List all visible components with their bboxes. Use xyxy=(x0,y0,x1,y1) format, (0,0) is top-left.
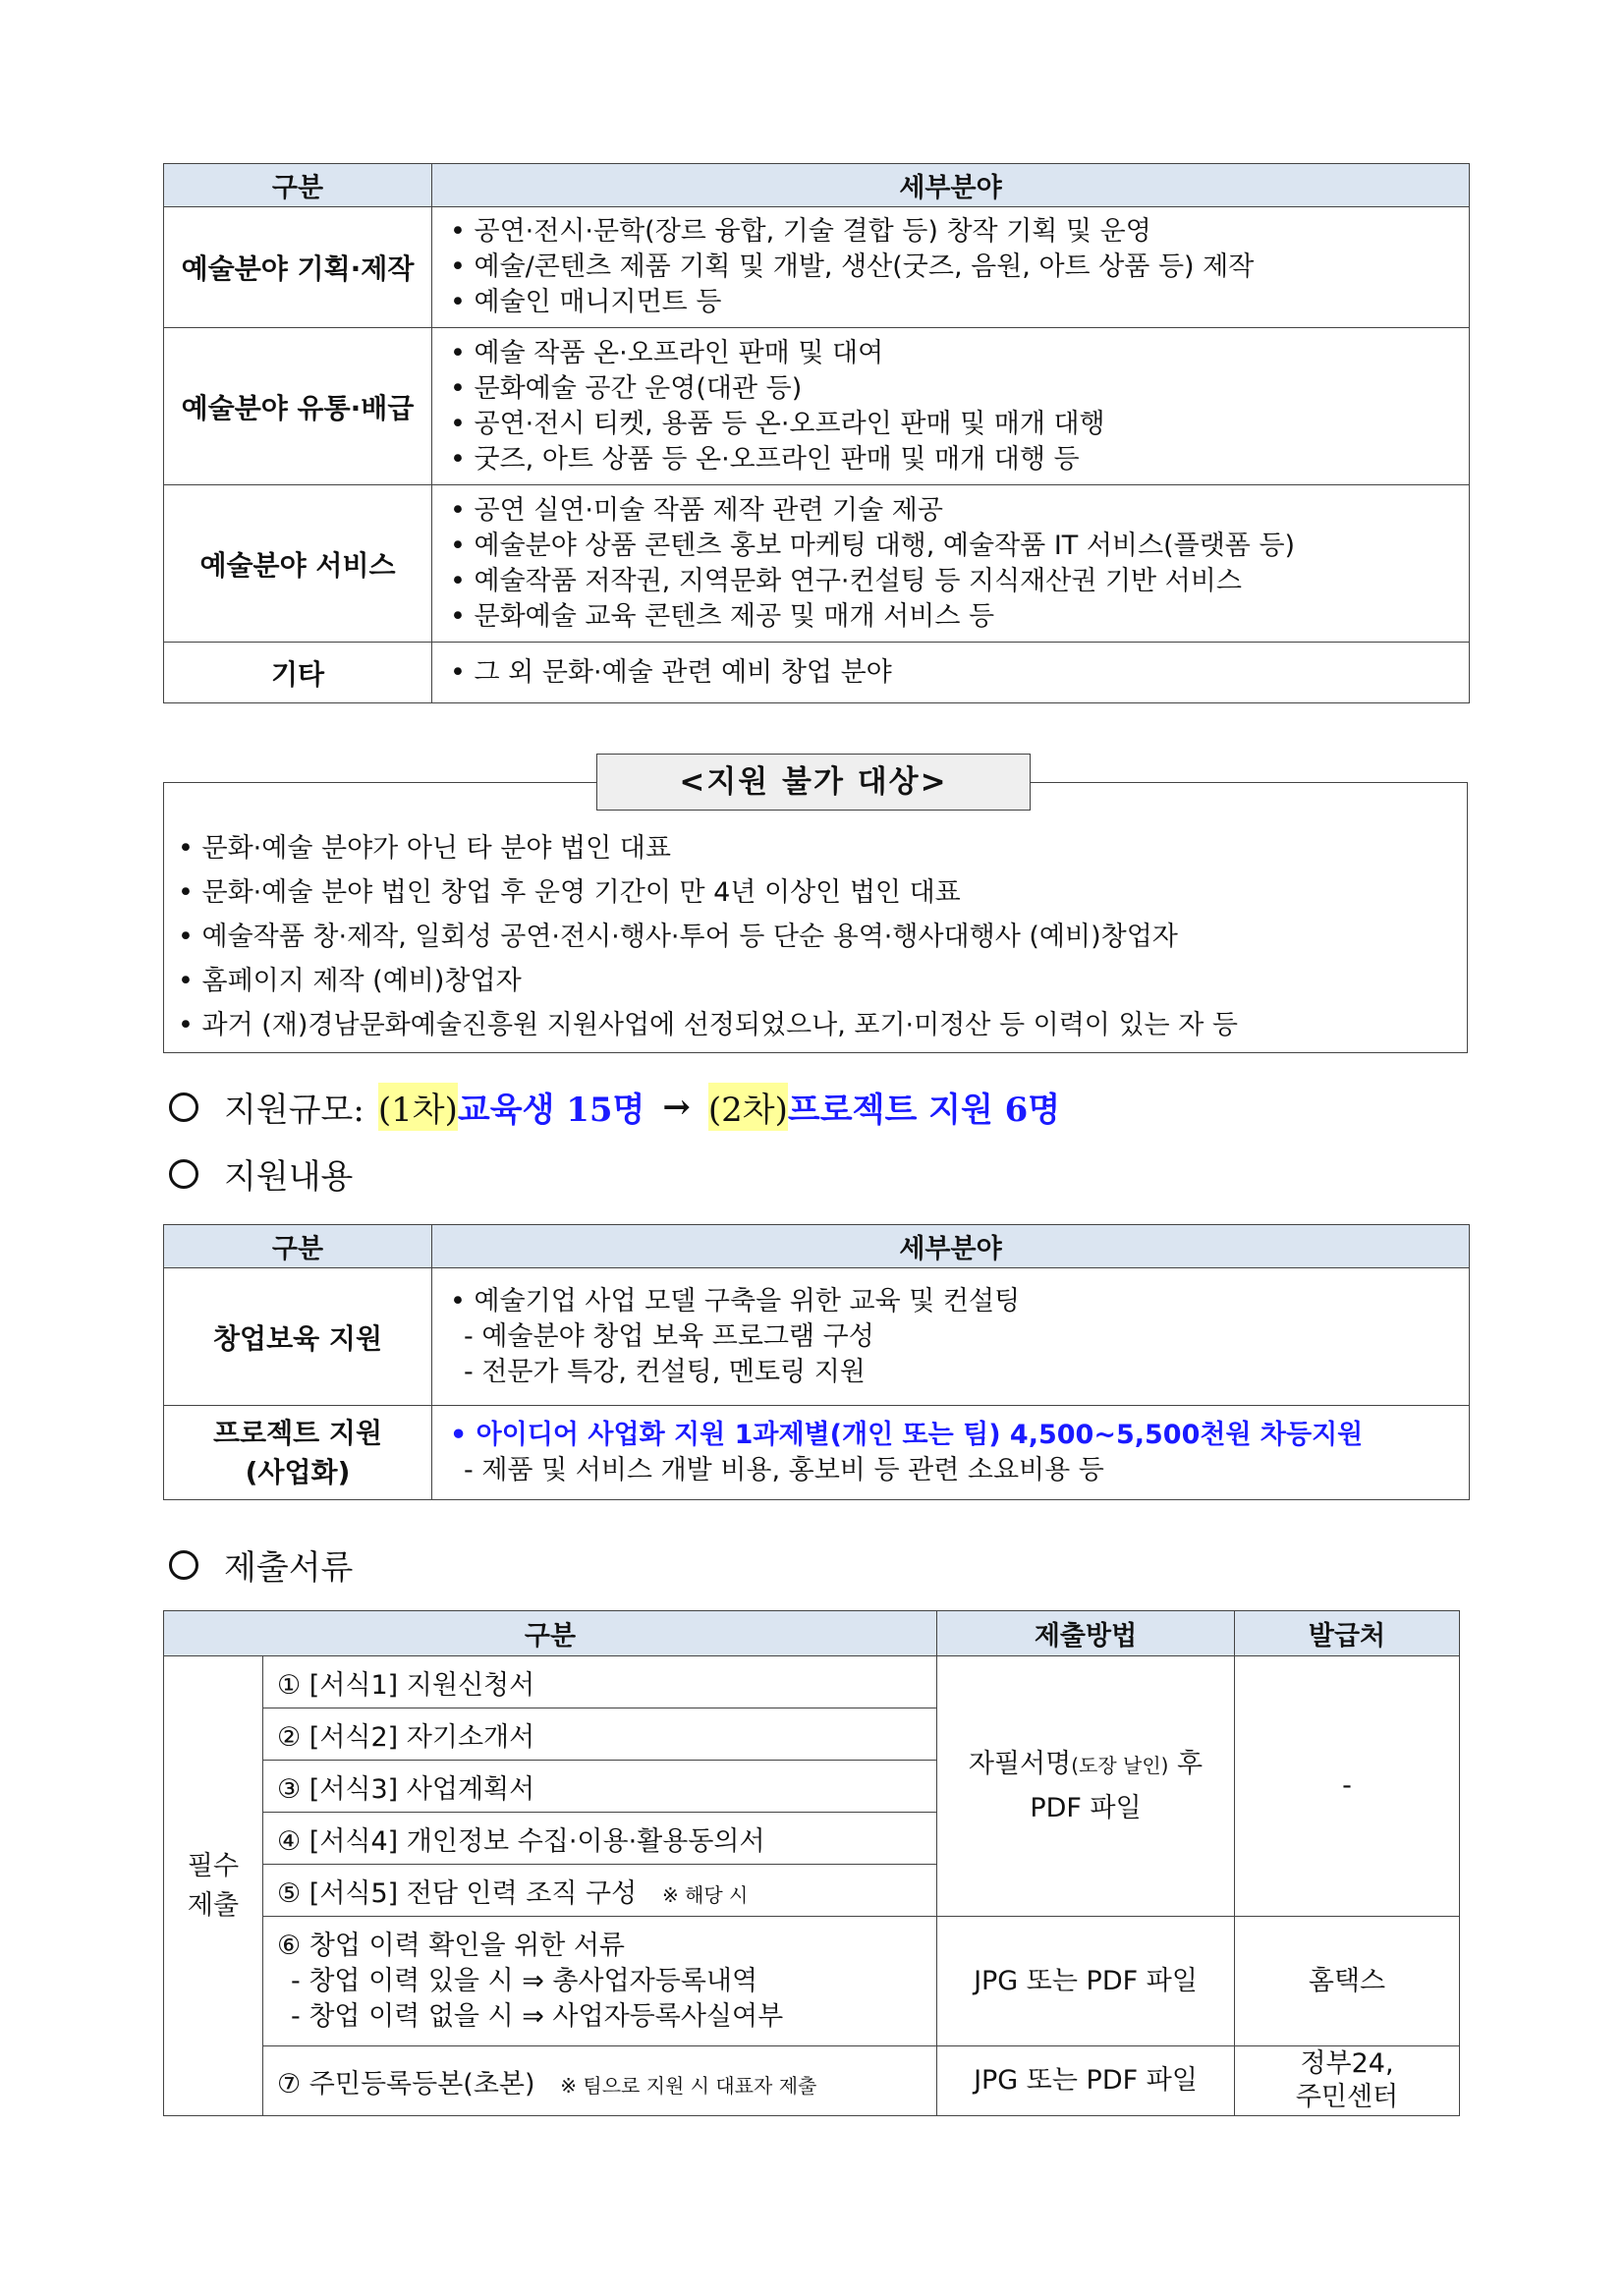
list-item: • 예술분야 상품 콘텐츠 홍보 마케팅 대행, 예술작품 IT 서비스(플랫폼 등) xyxy=(450,529,1451,564)
sub-item: - 제품 및 서비스 개발 비용, 홍보비 등 관련 소요비용 등 xyxy=(450,1453,1451,1488)
doc-item xyxy=(263,1865,937,1917)
required-label-line: 제출 xyxy=(187,1889,240,1921)
content-heading: 지원내용 xyxy=(224,1157,354,1197)
row-category xyxy=(164,1406,432,1500)
list-item: • 예술/콘텐츠 제품 기획 및 개발, 생산(굿즈, 음원, 아트 상품 등) 제작 xyxy=(450,250,1451,285)
support-table-header xyxy=(164,1225,1470,1268)
header-detail: 세부분야 xyxy=(432,1225,1470,1268)
table-row xyxy=(164,1268,1470,1406)
table-row xyxy=(164,1406,1470,1500)
method-cell: JPG 또는 PDF 파일 xyxy=(937,2046,1235,2116)
issuer-line: 정부24, xyxy=(1300,2048,1394,2079)
table-row xyxy=(164,207,1470,328)
row-items xyxy=(432,643,1470,703)
list-item: • 예술기업 사업 모델 구축을 위한 교육 및 컨설팅 xyxy=(450,1284,1451,1319)
header-detail: 세부분야 xyxy=(432,164,1470,207)
row-items xyxy=(432,328,1470,485)
documents-table xyxy=(163,1610,1460,2116)
header-method: 제출방법 xyxy=(937,1611,1235,1656)
field-table xyxy=(163,163,1470,703)
circle-bullet-icon xyxy=(169,1092,198,1122)
method-small: (도장 날인) xyxy=(1071,1753,1169,1777)
circle-bullet-icon xyxy=(169,1159,198,1189)
category-line: (사업화) xyxy=(245,1455,351,1488)
doc-note: ※ 해당 시 xyxy=(661,1882,749,1907)
issuer-cell: 홈택스 xyxy=(1235,1917,1460,2046)
list-item: • 문화예술 공간 운영(대관 등) xyxy=(450,371,1451,407)
list-item: • 예술작품 저작권, 지역문화 연구·컨설팅 등 지식재산권 기반 서비스 xyxy=(450,564,1451,599)
row-category: 예술분야 서비스 xyxy=(164,485,432,643)
doc-sub-item: - 창업 이력 없을 시 ⇒ 사업자등록사실여부 xyxy=(291,2000,784,2032)
table-row xyxy=(164,643,1470,703)
doc-item: ② [서식2] 자기소개서 xyxy=(263,1708,937,1761)
required-label-line: 필수 xyxy=(187,1850,240,1881)
doc-item-title: ⑥ 창업 이력 확인을 위한 서류 xyxy=(277,1930,626,1961)
list-item: • 아이디어 사업화 지원 1과제별(개인 또는 팀) 4,500~5,500천원 차등지원 xyxy=(450,1418,1451,1453)
row-category: 예술분야 기획·제작 xyxy=(164,207,432,328)
method-cell xyxy=(937,1656,1235,1917)
list-item: • 문화·예술 분야가 아닌 타 분야 법인 대표 xyxy=(178,826,1467,870)
row-items xyxy=(432,485,1470,643)
list-item: • 공연 실연·미술 작품 제작 관련 기술 제공 xyxy=(450,493,1451,529)
stage2-badge: (2차) xyxy=(708,1083,788,1131)
section-scale xyxy=(169,1083,1060,1131)
doc-item: ④ [서식4] 개인정보 수집·이용·활용동의서 xyxy=(263,1813,937,1865)
header-category: 구분 xyxy=(164,1225,432,1268)
row-category: 창업보육 지원 xyxy=(164,1268,432,1406)
ineligible-box xyxy=(163,782,1468,1053)
table-row xyxy=(164,485,1470,643)
list-item: • 문화예술 교육 콘텐츠 제공 및 매개 서비스 등 xyxy=(450,599,1451,635)
category-line: 프로젝트 지원 xyxy=(212,1416,383,1449)
row-items xyxy=(432,1406,1470,1500)
header-category: 구분 xyxy=(164,164,432,207)
list-item: • 공연·전시 티켓, 용품 등 온·오프라인 판매 및 매개 대행 xyxy=(450,407,1451,442)
list-item: • 예술인 매니지먼트 등 xyxy=(450,285,1451,320)
sub-item: - 전문가 특강, 컨설팅, 멘토링 지원 xyxy=(450,1355,1451,1390)
field-table-header xyxy=(164,164,1470,207)
stage1-text: 교육생 15명 xyxy=(457,1091,645,1130)
list-item: • 그 외 문화·예술 관련 예비 창업 분야 xyxy=(450,655,1451,691)
table-row xyxy=(164,2046,1460,2116)
stage1-badge: (1차) xyxy=(378,1083,458,1131)
doc-item: ③ [서식3] 사업계획서 xyxy=(263,1761,937,1813)
issuer-cell: - xyxy=(1235,1656,1460,1917)
doc-item-text: ⑦ 주민등록등본(초본) xyxy=(277,2068,535,2100)
ineligible-title: <지원 불가 대상> xyxy=(596,754,1031,811)
sub-item: - 예술분야 창업 보육 프로그램 구성 xyxy=(450,1319,1451,1355)
doc-item xyxy=(263,1917,937,2046)
list-item: • 공연·전시·문학(장르 융합, 기술 결합 등) 창작 기획 및 운영 xyxy=(450,214,1451,250)
required-label xyxy=(164,1656,263,2116)
ineligible-list xyxy=(164,783,1467,1047)
row-category: 기타 xyxy=(164,643,432,703)
list-item: • 홈페이지 제작 (예비)창업자 xyxy=(178,959,1467,1003)
header-category: 구분 xyxy=(164,1611,937,1656)
doc-item-text: ⑤ [서식5] 전담 인력 조직 구성 xyxy=(277,1877,638,1909)
row-category: 예술분야 유통·배급 xyxy=(164,328,432,485)
doc-note: ※ 팀으로 지원 시 대표자 제출 xyxy=(560,2073,817,2098)
documents-table-header xyxy=(164,1611,1460,1656)
list-item: • 굿즈, 아트 상품 등 온·오프라인 판매 및 매개 대행 등 xyxy=(450,442,1451,477)
doc-item xyxy=(263,2046,937,2116)
section-content xyxy=(169,1149,353,1198)
circle-bullet-icon xyxy=(169,1550,198,1580)
method-cell: JPG 또는 PDF 파일 xyxy=(937,1917,1235,2046)
method-main: 자필서명 xyxy=(968,1748,1072,1779)
docs-heading: 제출서류 xyxy=(224,1548,354,1588)
table-row xyxy=(164,1656,1460,1708)
header-issuer: 발급처 xyxy=(1235,1611,1460,1656)
method-line xyxy=(938,1743,1233,1787)
list-item: • 예술작품 창·제작, 일회성 공연·전시·행사·투어 등 단순 용역·행사대행사 (예비)창업자 xyxy=(178,915,1467,959)
issuer-line: 주민센터 xyxy=(1295,2082,1399,2112)
table-row xyxy=(164,328,1470,485)
issuer-cell xyxy=(1235,2046,1460,2116)
section-docs xyxy=(169,1540,353,1589)
list-item: • 과거 (재)경남문화예술진흥원 지원사업에 선정되었으나, 포기·미정산 등 이력이 있는 자 등 xyxy=(178,1003,1467,1047)
doc-sub-item: - 창업 이력 있을 시 ⇒ 총사업자등록내역 xyxy=(291,1965,758,1996)
doc-item: ① [서식1] 지원신청서 xyxy=(263,1656,937,1708)
row-items xyxy=(432,1268,1470,1406)
list-item: • 문화·예술 분야 법인 창업 후 운영 기간이 만 4년 이상인 법인 대표 xyxy=(178,870,1467,915)
scale-label: 지원규모: xyxy=(224,1091,364,1130)
list-item: • 예술 작품 온·오프라인 판매 및 대여 xyxy=(450,336,1451,371)
method-line: PDF 파일 xyxy=(1030,1792,1142,1823)
support-table xyxy=(163,1224,1470,1500)
stage2-text: 프로젝트 지원 6명 xyxy=(787,1091,1061,1130)
method-after: 후 xyxy=(1168,1748,1204,1779)
arrow-icon: → xyxy=(662,1087,691,1127)
table-row xyxy=(164,1917,1460,2046)
row-items xyxy=(432,207,1470,328)
